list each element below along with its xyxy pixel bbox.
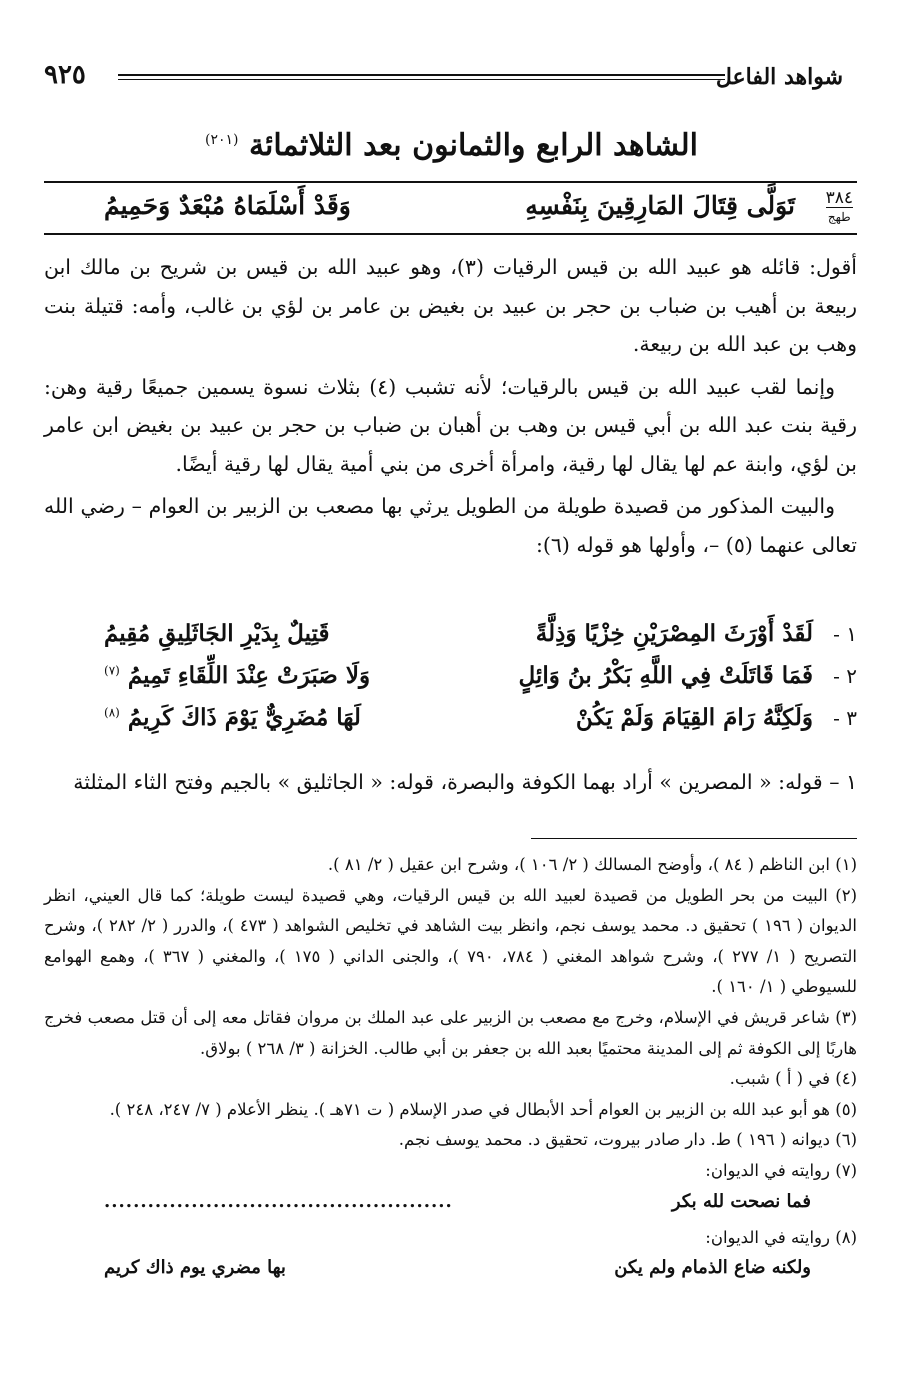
- footnote-verse: [44, 1253, 857, 1289]
- footnote-rule: [531, 838, 857, 839]
- footnote: (٤) في ( أ ) شبب.: [729, 1069, 857, 1089]
- poem-second-hemistich: [104, 704, 361, 731]
- hemistich-text: قَتِيلٌ بِدَيْرِ الجَاثَلِيقِ مُقِيمُ: [104, 620, 330, 647]
- footnote: (٥) هو أبو عبد الله بن الزبير بن العوام أحد الأبطال في صدر الإسلام ( ت ٧١هـ ). ينظر الأعلام ( ٧/ ٢٤٧، ٢٤٨ ).: [109, 1099, 857, 1119]
- poem: [44, 620, 857, 746]
- poem-line-number: ١ -: [833, 622, 857, 646]
- footnote-verse-right: ولكنه ضاع الذمام ولم يكن: [614, 1257, 811, 1279]
- footnote-verse-left: ................................................: [104, 1190, 453, 1212]
- footnote-verse: [44, 1187, 857, 1223]
- page-header: [44, 60, 843, 94]
- footnote: (٧) روايته في الديوان:: [705, 1160, 857, 1180]
- paragraph-poem-intro: والبيت المذكور من قصيدة طويلة من الطويل يرثي بها مصعب بن الزبير بن العوام – رضي الله تعالى عنهما (٥) –، وأولها هو قوله (٦):: [44, 494, 857, 557]
- footnote-mark: (٧): [104, 663, 120, 678]
- section-title: [0, 128, 903, 163]
- footnote-verse-left: بها مضري يوم ذاك كريم: [104, 1257, 286, 1279]
- witness-verse: [44, 181, 857, 235]
- section-title-text: الشاهد الرابع والثمانون بعد الثلاثمائة: [248, 128, 698, 163]
- poem-first-hemistich: لَقَدْ أَوْرَثَ المِصْرَيْنِ خِزْيًا وَذِلَّةً: [535, 620, 813, 647]
- paragraph-author: أقول: قائله هو عبيد الله بن قيس الرقيات (٣)، وهو عبيد الله بن قيس بن شريح بن مالك ابن ربيعة بن أهيب بن ضباب بن حجر بن عبيد بن بغيض بن عامر بن لؤي بن غالب، وأمه: قتيلة بنت وهب بن عبد الله بن ربيعة.: [44, 255, 857, 356]
- poem-line-number: ٢ -: [833, 664, 857, 688]
- header-rule: [118, 74, 725, 80]
- poem-second-hemistich: [104, 662, 370, 689]
- poem-line: [44, 662, 857, 704]
- poem-first-hemistich: وَلَكِنَّهُ رَامَ القِيَامَ وَلَمْ يَكُنْ: [575, 704, 813, 731]
- poem-line-number: ٣ -: [833, 706, 857, 730]
- verse-id-number: ٣٨٤: [825, 188, 853, 208]
- footnote: (١) ابن الناظم ( ٨٤ )، وأوضح المسالك ( ٢/ ١٠٦ )، وشرح ابن عقيل ( ٢/ ٨١ ).: [327, 855, 857, 874]
- footnote: (٢) البيت من بحر الطويل من قصيدة لعبيد الله بن قيس الرقيات، وهي قصيدة ليست طويلة؛ كما قال العيني، انظر الديوان ( ١٩٦ ) تحقيق د. محمد يوسف نجم، وانظر بيت الشاهد في تخليص الشواهد ( ٤٧٣ )، والدرر ( ٢/ ٢٨٢ )، وشرح التصريح ( ١/ ٢٧٧ )، وشرح شواهد المغني ( ٧٨٤، ٧٩٠ )، والجنى الداني ( ١٧٥ )، والمغني ( ٣٦٧ )، وهمع الهوامع للسيوطي ( ١/ ١٦٠ ).: [44, 885, 858, 997]
- footnotes: [44, 850, 857, 1289]
- poem-second-hemistich: [104, 620, 329, 647]
- footnote: (٣) شاعر قريش في الإسلام، وخرج مع مصعب بن الزبير على عبد الملك بن مروان فقاتل معه إلى أن قتل مصعب فخرج هاربًا إلى الكوفة ثم إلى المدينة محتميًا بعبد الله بن جعفر بن أبي طالب. الخزانة ( ٣/ ٢٦٨ ) بولاق.: [44, 1007, 858, 1058]
- verse-id-sources: طهج: [826, 207, 853, 226]
- main-text: [44, 248, 857, 568]
- verse-second-hemistich: وَقَدْ أَسْلَمَاهُ مُبْعَدٌ وَحَمِيمُ: [104, 191, 351, 220]
- poem-first-hemistich: فَمَا قَاتَلَتْ فِي اللَّهِ بَكْرُ بنُ وَائِلٍ: [518, 662, 813, 689]
- verse-number: [826, 189, 853, 226]
- footnote-verse-right: فما نصحت لله بكر: [671, 1190, 811, 1212]
- hemistich-text: وَلَا صَبَرَتْ عِنْدَ اللِّقَاءِ تَمِيمُ: [127, 662, 371, 689]
- footnote-mark: (٨): [104, 705, 120, 720]
- verse-first-hemistich: تَوَلَّى قِتَالَ المَارِقِينَ بِنَفْسِهِ: [525, 191, 795, 220]
- hemistich-text: لَهَا مُضَرِيٌّ يَوْمَ ذَاكَ كَرِيمُ: [127, 704, 361, 731]
- commentary-line: ١ – قوله: « المصرين » أراد بهما الكوفة والبصرة، قوله: « الجاثليق » بالجيم وفتح الثاء المثلثة: [73, 770, 857, 794]
- title-footnote-mark: (٢٠١): [204, 132, 239, 148]
- footnote: (٨) روايته في الديوان:: [705, 1227, 857, 1247]
- running-head: شواهد الفاعل: [715, 64, 843, 90]
- poem-line: [44, 704, 857, 746]
- page-number: ٩٢٥: [44, 60, 86, 90]
- poem-line: [44, 620, 857, 662]
- footnote: (٦) ديوانه ( ١٩٦ ) ط. دار صادر بيروت، تحقيق د. محمد يوسف نجم.: [398, 1130, 857, 1150]
- paragraph-nickname: وإنما لقب عبيد الله بن قيس بالرقيات؛ لأنه تشبب (٤) بثلاث نسوة يسمين جميعًا رقية وهن: رقية بنت عبد الله بن أبي قيس بن وهب بن أهبان بن ضباب بن حجر بن عبيد بن بغيض ابن عامر بن لؤي، وابنة عم لها يقال لها رقية، وامرأة أخرى من بني أمية يقال لها رقية أيضًا.: [44, 374, 857, 476]
